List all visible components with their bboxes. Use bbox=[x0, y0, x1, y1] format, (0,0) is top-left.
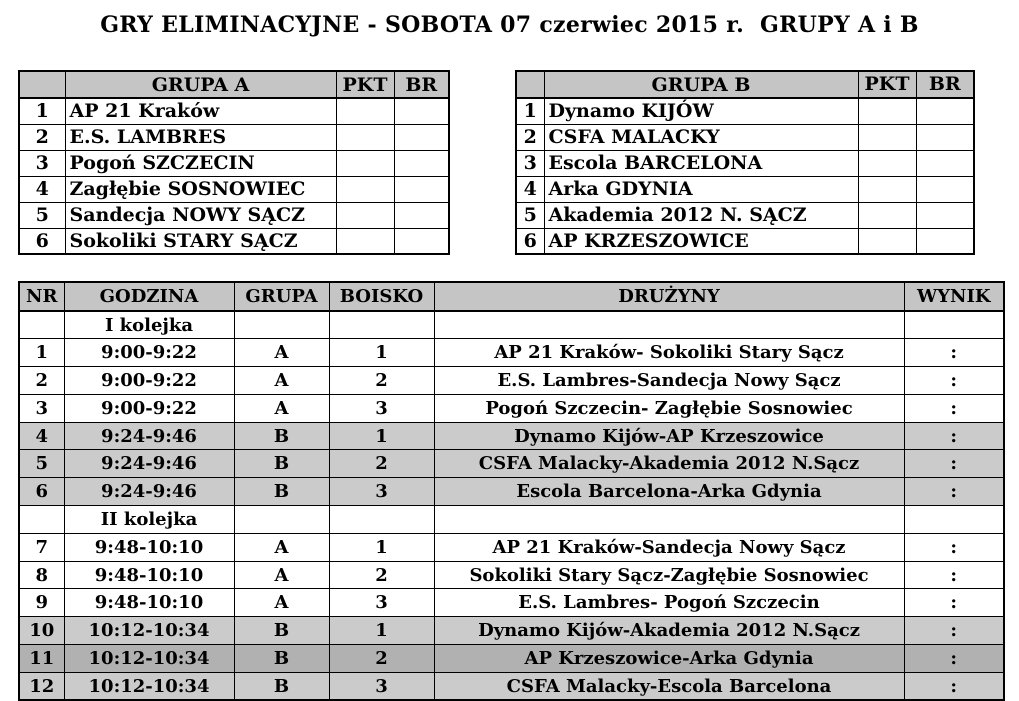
match-time: 9:48-10:10 bbox=[64, 561, 234, 589]
group-b-body bbox=[516, 98, 974, 254]
team-row bbox=[516, 150, 974, 176]
team-pkt bbox=[858, 202, 916, 228]
team-pkt bbox=[858, 124, 916, 150]
match-teams: Escola Barcelona-Arka Gdynia bbox=[434, 478, 904, 506]
team-row bbox=[19, 124, 449, 150]
druzyny-header: DRUŻYNY bbox=[434, 282, 904, 311]
match-teams: Dynamo Kijów-AP Krzeszowice bbox=[434, 422, 904, 450]
match-time: 9:48-10:10 bbox=[64, 533, 234, 561]
team-row bbox=[516, 228, 974, 254]
team-name: E.S. LAMBRES bbox=[65, 124, 336, 150]
team-br bbox=[394, 202, 449, 228]
match-time: 9:24-9:46 bbox=[64, 450, 234, 478]
group-b-title: GRUPA B bbox=[544, 71, 858, 98]
group-b-header-row bbox=[516, 71, 974, 98]
match-field: 1 bbox=[329, 422, 434, 450]
team-name: Sokoliki STARY SĄCZ bbox=[65, 228, 336, 254]
group-b-br-header: BR bbox=[916, 71, 974, 98]
match-field: 3 bbox=[329, 478, 434, 506]
team-row bbox=[19, 176, 449, 202]
match-time: 9:00-9:22 bbox=[64, 339, 234, 367]
team-row bbox=[19, 202, 449, 228]
match-teams bbox=[434, 311, 904, 339]
match-number: 10 bbox=[19, 617, 64, 645]
team-pkt bbox=[336, 228, 394, 254]
team-pkt bbox=[336, 176, 394, 202]
team-number: 4 bbox=[19, 176, 65, 202]
group-a-corner-cell bbox=[19, 71, 65, 98]
match-number: 12 bbox=[19, 672, 64, 700]
match-row bbox=[19, 367, 1004, 395]
team-pkt bbox=[336, 202, 394, 228]
match-number: 6 bbox=[19, 478, 64, 506]
match-time: 10:12-10:34 bbox=[64, 672, 234, 700]
match-group: B bbox=[234, 672, 329, 700]
group-a-br-header: BR bbox=[394, 71, 449, 98]
match-score: : bbox=[904, 394, 1004, 422]
match-number: 1 bbox=[19, 339, 64, 367]
match-field: 3 bbox=[329, 394, 434, 422]
match-field: 1 bbox=[329, 617, 434, 645]
team-row bbox=[19, 98, 449, 124]
match-score: : bbox=[904, 339, 1004, 367]
team-br bbox=[916, 228, 974, 254]
match-group: A bbox=[234, 367, 329, 395]
match-teams bbox=[434, 506, 904, 534]
match-number: 4 bbox=[19, 422, 64, 450]
team-br bbox=[916, 202, 974, 228]
round-header-row bbox=[19, 311, 1004, 339]
grupa-header: GRUPA bbox=[234, 282, 329, 311]
match-row bbox=[19, 422, 1004, 450]
team-pkt bbox=[336, 124, 394, 150]
team-br bbox=[394, 150, 449, 176]
team-br bbox=[916, 150, 974, 176]
team-row bbox=[19, 150, 449, 176]
match-number: 3 bbox=[19, 394, 64, 422]
match-score: : bbox=[904, 617, 1004, 645]
match-score: : bbox=[904, 450, 1004, 478]
match-row bbox=[19, 672, 1004, 700]
match-teams: AP 21 Kraków-Sandecja Nowy Sącz bbox=[434, 533, 904, 561]
schedule-body bbox=[19, 311, 1004, 700]
group-a-title: GRUPA A bbox=[65, 71, 336, 98]
match-group: B bbox=[234, 422, 329, 450]
match-score: : bbox=[904, 478, 1004, 506]
match-row bbox=[19, 589, 1004, 617]
match-teams: AP Krzeszowice-Arka Gdynia bbox=[434, 645, 904, 673]
team-br bbox=[916, 176, 974, 202]
team-name: CSFA MALACKY bbox=[544, 124, 858, 150]
match-score: : bbox=[904, 422, 1004, 450]
match-group: A bbox=[234, 394, 329, 422]
team-pkt bbox=[858, 176, 916, 202]
match-score bbox=[904, 506, 1004, 534]
group-a-header-row bbox=[19, 71, 449, 98]
godzina-header: GODZINA bbox=[64, 282, 234, 311]
match-number: 11 bbox=[19, 645, 64, 673]
match-field: 2 bbox=[329, 367, 434, 395]
team-row bbox=[516, 98, 974, 124]
group-a-body bbox=[19, 98, 449, 254]
team-name: Dynamo KIJÓW bbox=[544, 98, 858, 124]
round-label: II kolejka bbox=[64, 506, 234, 534]
team-br bbox=[916, 124, 974, 150]
match-row bbox=[19, 533, 1004, 561]
match-field: 1 bbox=[329, 533, 434, 561]
team-number: 6 bbox=[19, 228, 65, 254]
match-time: 9:00-9:22 bbox=[64, 367, 234, 395]
match-row bbox=[19, 450, 1004, 478]
match-score: : bbox=[904, 672, 1004, 700]
match-group bbox=[234, 506, 329, 534]
match-field: 2 bbox=[329, 450, 434, 478]
team-number: 2 bbox=[19, 124, 65, 150]
match-row bbox=[19, 339, 1004, 367]
nr-header: NR bbox=[19, 282, 64, 311]
match-number: 5 bbox=[19, 450, 64, 478]
match-time: 9:00-9:22 bbox=[64, 394, 234, 422]
team-name: AP 21 Kraków bbox=[65, 98, 336, 124]
match-group: A bbox=[234, 561, 329, 589]
team-pkt bbox=[858, 98, 916, 124]
match-time: 9:24-9:46 bbox=[64, 478, 234, 506]
page-title: GRY ELIMINACYJNE - SOBOTA 07 czerwiec 2015 r. GRUPY A i B bbox=[100, 12, 919, 38]
match-time: 10:12-10:34 bbox=[64, 645, 234, 673]
team-number: 5 bbox=[516, 202, 544, 228]
team-br bbox=[394, 176, 449, 202]
group-b-table bbox=[515, 70, 975, 255]
match-score: : bbox=[904, 367, 1004, 395]
match-field bbox=[329, 311, 434, 339]
team-number: 5 bbox=[19, 202, 65, 228]
boisko-header: BOISKO bbox=[329, 282, 434, 311]
match-row bbox=[19, 617, 1004, 645]
team-name: Akademia 2012 N. SĄCZ bbox=[544, 202, 858, 228]
team-number: 1 bbox=[516, 98, 544, 124]
match-time: 10:12-10:34 bbox=[64, 617, 234, 645]
match-teams: Pogoń Szczecin- Zagłębie Sosnowiec bbox=[434, 394, 904, 422]
match-teams: CSFA Malacky-Escola Barcelona bbox=[434, 672, 904, 700]
group-a-table bbox=[18, 70, 450, 255]
match-number: 2 bbox=[19, 367, 64, 395]
group-b-corner-cell bbox=[516, 71, 544, 98]
wynik-header: WYNIK bbox=[904, 282, 1004, 311]
match-number: 9 bbox=[19, 589, 64, 617]
match-group: B bbox=[234, 617, 329, 645]
team-number: 3 bbox=[516, 150, 544, 176]
match-number bbox=[19, 506, 64, 534]
match-row bbox=[19, 561, 1004, 589]
match-time: 9:24-9:46 bbox=[64, 422, 234, 450]
team-number: 6 bbox=[516, 228, 544, 254]
match-number bbox=[19, 311, 64, 339]
match-teams: E.S. Lambres- Pogoń Szczecin bbox=[434, 589, 904, 617]
team-br bbox=[916, 98, 974, 124]
team-number: 4 bbox=[516, 176, 544, 202]
team-pkt bbox=[336, 98, 394, 124]
match-row bbox=[19, 645, 1004, 673]
match-field: 2 bbox=[329, 645, 434, 673]
match-score: : bbox=[904, 533, 1004, 561]
match-teams: Sokoliki Stary Sącz-Zagłębie Sosnowiec bbox=[434, 561, 904, 589]
match-group: B bbox=[234, 450, 329, 478]
match-row bbox=[19, 394, 1004, 422]
match-field: 3 bbox=[329, 589, 434, 617]
group-b-pkt-header: PKT bbox=[858, 71, 916, 98]
team-br bbox=[394, 228, 449, 254]
match-teams: AP 21 Kraków- Sokoliki Stary Sącz bbox=[434, 339, 904, 367]
team-number: 3 bbox=[19, 150, 65, 176]
match-group: B bbox=[234, 478, 329, 506]
match-group: A bbox=[234, 533, 329, 561]
team-number: 2 bbox=[516, 124, 544, 150]
team-pkt bbox=[858, 228, 916, 254]
match-group bbox=[234, 311, 329, 339]
team-row bbox=[516, 202, 974, 228]
team-name: AP KRZESZOWICE bbox=[544, 228, 858, 254]
match-number: 8 bbox=[19, 561, 64, 589]
match-teams: CSFA Malacky-Akademia 2012 N.Sącz bbox=[434, 450, 904, 478]
schedule-table bbox=[18, 281, 1005, 701]
match-score: : bbox=[904, 561, 1004, 589]
match-group: A bbox=[234, 589, 329, 617]
team-pkt bbox=[858, 150, 916, 176]
match-field: 3 bbox=[329, 672, 434, 700]
match-score bbox=[904, 311, 1004, 339]
match-number: 7 bbox=[19, 533, 64, 561]
team-name: Sandecja NOWY SĄCZ bbox=[65, 202, 336, 228]
team-br bbox=[394, 124, 449, 150]
match-field: 2 bbox=[329, 561, 434, 589]
team-name: Escola BARCELONA bbox=[544, 150, 858, 176]
team-row bbox=[516, 176, 974, 202]
match-group: B bbox=[234, 645, 329, 673]
match-row bbox=[19, 478, 1004, 506]
match-teams: Dynamo Kijów-Akademia 2012 N.Sącz bbox=[434, 617, 904, 645]
team-row bbox=[516, 124, 974, 150]
match-teams: E.S. Lambres-Sandecja Nowy Sącz bbox=[434, 367, 904, 395]
match-group: A bbox=[234, 339, 329, 367]
group-a-pkt-header: PKT bbox=[336, 71, 394, 98]
team-number: 1 bbox=[19, 98, 65, 124]
match-field: 1 bbox=[329, 339, 434, 367]
team-name: Pogoń SZCZECIN bbox=[65, 150, 336, 176]
round-header-row bbox=[19, 506, 1004, 534]
team-pkt bbox=[336, 150, 394, 176]
team-row bbox=[19, 228, 449, 254]
match-field bbox=[329, 506, 434, 534]
schedule-header-row bbox=[19, 282, 1004, 311]
match-score: : bbox=[904, 645, 1004, 673]
round-label: I kolejka bbox=[64, 311, 234, 339]
match-time: 9:48-10:10 bbox=[64, 589, 234, 617]
team-name: Zagłębie SOSNOWIEC bbox=[65, 176, 336, 202]
match-score: : bbox=[904, 589, 1004, 617]
team-name: Arka GDYNIA bbox=[544, 176, 858, 202]
team-br bbox=[394, 98, 449, 124]
